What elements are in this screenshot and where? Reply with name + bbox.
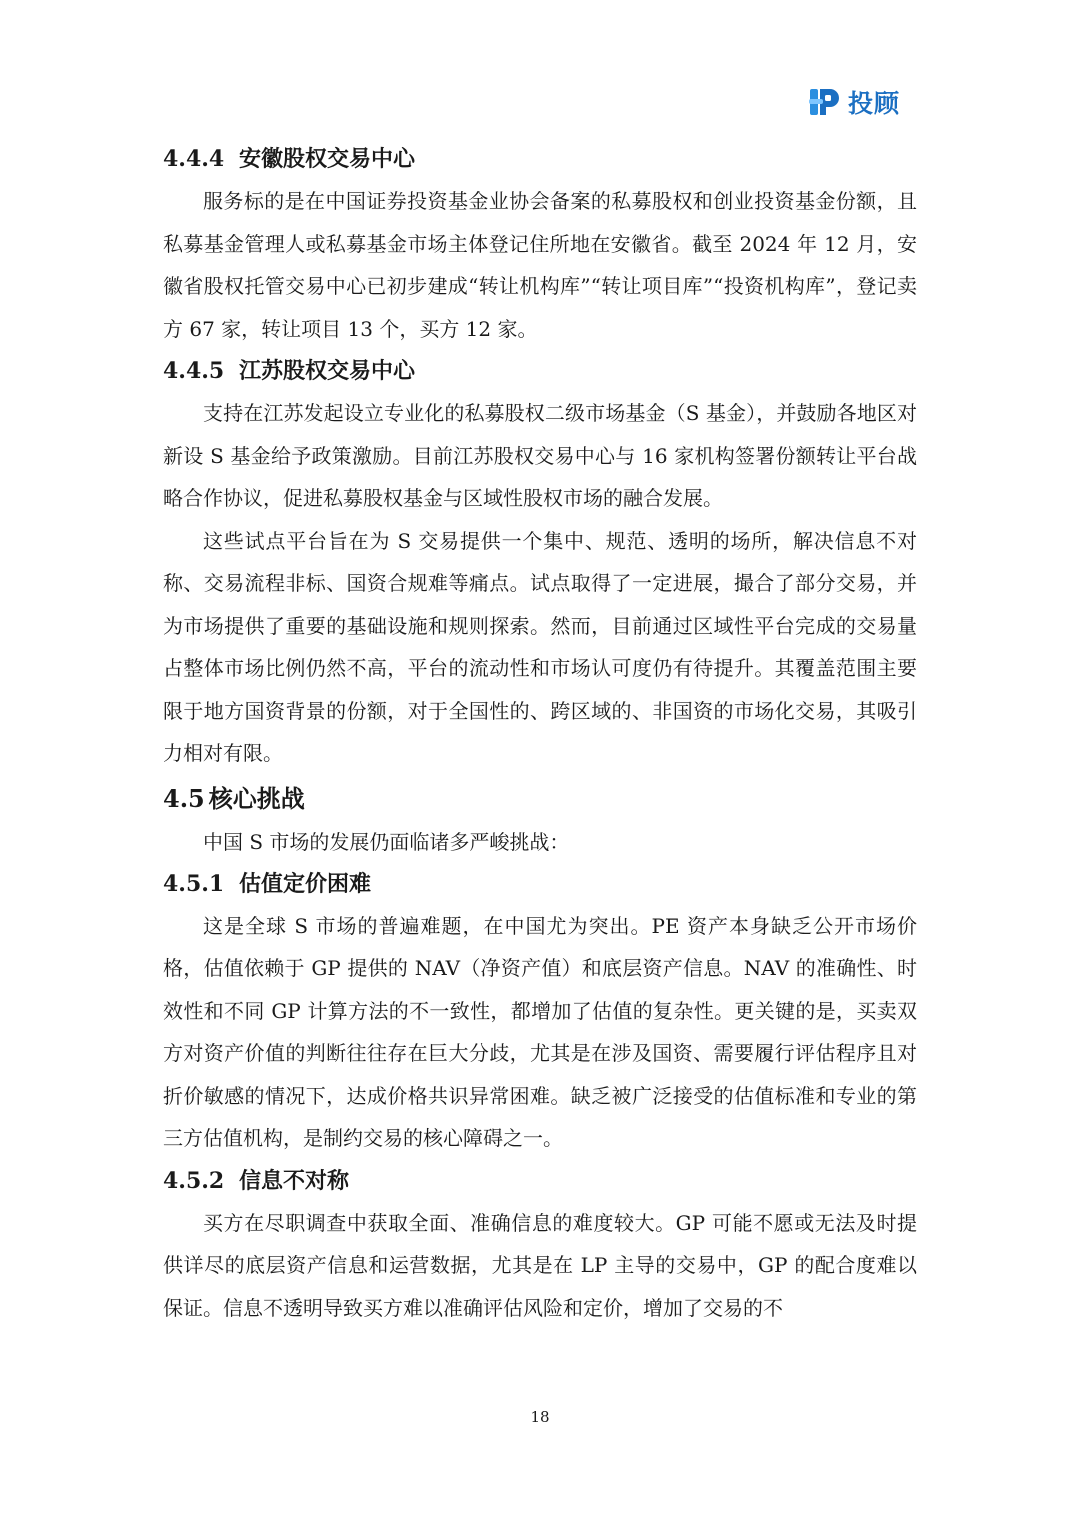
section-title: 核心挑战	[208, 784, 305, 813]
section-number: 4.5.2	[163, 1167, 225, 1194]
section-number: 4.5	[163, 783, 205, 813]
section-title: 安徽股权交易中心	[239, 147, 416, 172]
logo-text: 投顾	[848, 89, 901, 118]
section-title: 估值定价困难	[239, 871, 372, 897]
heading-4-5	[163, 777, 917, 821]
section-title: 江苏股权交易中心	[239, 359, 416, 384]
paragraph: 买方在尽职调查中获取全面、准确信息的难度较大。GP 可能不愿或无法及时提供详尽的底层资产信息和运营数据，尤其是在 LP 主导的交易中，GP 的配合度难以保证。信息不透明导致买方难以准确评估风险和定价，增加了交易的不	[163, 1210, 917, 1320]
page-number: 18	[530, 1408, 550, 1426]
section-title: 信息不对称	[239, 1168, 350, 1194]
heading-4-4-5	[163, 350, 917, 392]
intro-paragraph: 中国 S 市场的发展仍面临诸多严峻挑战：	[203, 829, 570, 854]
paragraph: 这些试点平台旨在为 S 交易提供一个集中、规范、透明的场所，解决信息不对称、交易流程非标、国资合规难等痛点。试点取得了一定进展，撮合了部分交易，并为市场提供了重要的基础设施和规则探索。然而，目前通过区域性平台完成的交易量占整体市场比例仍然不高，平台的流动性和市场认可度仍有待提升。其覆盖范围主要限于地方国资背景的份额，对于全国性的、跨区域的、非国资的市场化交易，其吸引力相对有限。	[163, 528, 917, 765]
document-body	[163, 138, 917, 1329]
lp-logo-icon	[808, 85, 844, 119]
section-number: 4.4.4	[163, 146, 225, 172]
section-number: 4.5.1	[163, 870, 225, 897]
heading-4-5-1	[163, 863, 917, 905]
heading-4-5-2	[163, 1160, 917, 1202]
paragraph: 这是全球 S 市场的普遍难题，在中国尤为突出。PE 资产本身缺乏公开市场价格，估值依赖于 GP 提供的 NAV（净资产值）和底层资产信息。NAV 的准确性、时效性和不同 GP 计算方法的不一致性，都增加了估值的复杂性。更关键的是，买卖双方对资产价值的判断往往存在巨大分歧，尤其是在涉及国资、需要履行评估程序且对折价敏感的情况下，达成价格共识异常困难。缺乏被广泛接受的估值标准和专业的第三方估值机构，是制约交易的核心障碍之一。	[163, 913, 917, 1150]
section-number: 4.4.5	[163, 358, 225, 384]
paragraph: 服务标的是在中国证券投资基金业协会备案的私募股权和创业投资基金份额，且私募基金管理人或私募基金市场主体登记住所地在安徽省。截至 2024 年 12 月，安徽省股权托管交易中心已初步建成“转让机构库”“转让项目库”“投资机构库”，登记卖方 67 家，转让项目 13 个，买方 12 家。	[163, 189, 917, 341]
paragraph: 支持在江苏发起设立专业化的私募股权二级市场基金（S 基金），并鼓励各地区对新设 S 基金给予政策激励。目前江苏股权交易中心与 16 家机构签署份额转让平台战略合作协议，促进私募股权基金与区域性股权市场的融合发展。	[163, 401, 917, 510]
brand-logo	[808, 84, 900, 120]
heading-4-4-4	[163, 138, 917, 180]
